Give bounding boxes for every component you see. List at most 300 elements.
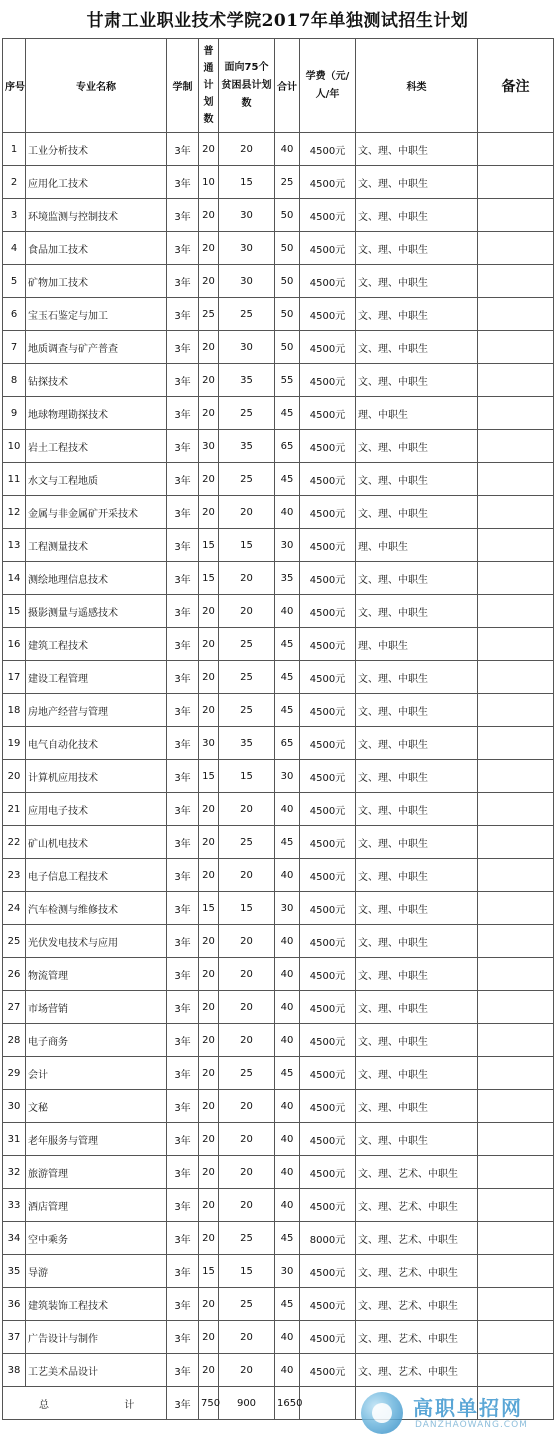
row-remarks bbox=[478, 199, 554, 232]
row-poverty: 20 bbox=[219, 991, 275, 1024]
row-no: 38 bbox=[3, 1354, 26, 1387]
row-no: 15 bbox=[3, 595, 26, 628]
row-no: 27 bbox=[3, 991, 26, 1024]
table-row bbox=[3, 166, 554, 199]
row-tuition: 4500元 bbox=[300, 496, 356, 529]
row-total: 30 bbox=[275, 1255, 300, 1288]
row-no: 19 bbox=[3, 727, 26, 760]
row-no: 14 bbox=[3, 562, 26, 595]
row-general: 20 bbox=[199, 1057, 219, 1090]
row-poverty: 30 bbox=[219, 232, 275, 265]
row-poverty: 20 bbox=[219, 562, 275, 595]
row-subjects: 文、理、中职生 bbox=[356, 331, 478, 364]
header-remarks: 备注 bbox=[478, 39, 554, 133]
table-row bbox=[3, 1090, 554, 1123]
row-subjects: 文、理、中职生 bbox=[356, 694, 478, 727]
row-total: 40 bbox=[275, 1354, 300, 1387]
row-total: 30 bbox=[275, 892, 300, 925]
row-no: 5 bbox=[3, 265, 26, 298]
row-no: 24 bbox=[3, 892, 26, 925]
watermark-logo-icon bbox=[361, 1392, 403, 1434]
row-major: 钻探技术 bbox=[26, 364, 167, 397]
table-row bbox=[3, 760, 554, 793]
row-no: 22 bbox=[3, 826, 26, 859]
row-major: 地球物理勘探技术 bbox=[26, 397, 167, 430]
row-major: 地质调查与矿产普查 bbox=[26, 331, 167, 364]
row-general: 20 bbox=[199, 925, 219, 958]
row-poverty: 20 bbox=[219, 496, 275, 529]
row-no: 2 bbox=[3, 166, 26, 199]
row-tuition: 4500元 bbox=[300, 892, 356, 925]
row-major: 矿物加工技术 bbox=[26, 265, 167, 298]
row-subjects: 文、理、中职生 bbox=[356, 991, 478, 1024]
row-subjects: 文、理、中职生 bbox=[356, 661, 478, 694]
table-row bbox=[3, 199, 554, 232]
row-total: 40 bbox=[275, 133, 300, 166]
row-no: 29 bbox=[3, 1057, 26, 1090]
row-years: 3年 bbox=[167, 331, 199, 364]
row-general: 15 bbox=[199, 892, 219, 925]
row-no: 30 bbox=[3, 1090, 26, 1123]
row-no: 11 bbox=[3, 463, 26, 496]
row-major: 工程测量技术 bbox=[26, 529, 167, 562]
row-subjects: 文、理、中职生 bbox=[356, 463, 478, 496]
row-major: 工艺美术品设计 bbox=[26, 1354, 167, 1387]
row-tuition: 4500元 bbox=[300, 727, 356, 760]
table-row bbox=[3, 1354, 554, 1387]
row-general: 15 bbox=[199, 562, 219, 595]
watermark-subtext: DANZHAOWANG.COM bbox=[415, 1420, 528, 1430]
table-row bbox=[3, 496, 554, 529]
table-row bbox=[3, 595, 554, 628]
row-major: 电子信息工程技术 bbox=[26, 859, 167, 892]
row-no: 23 bbox=[3, 859, 26, 892]
row-total: 40 bbox=[275, 1321, 300, 1354]
row-major: 导游 bbox=[26, 1255, 167, 1288]
table-row bbox=[3, 133, 554, 166]
row-total: 40 bbox=[275, 958, 300, 991]
table-row bbox=[3, 892, 554, 925]
row-subjects: 文、理、中职生 bbox=[356, 1090, 478, 1123]
row-poverty: 25 bbox=[219, 1222, 275, 1255]
row-remarks bbox=[478, 694, 554, 727]
row-years: 3年 bbox=[167, 892, 199, 925]
row-general: 20 bbox=[199, 331, 219, 364]
row-major: 计算机应用技术 bbox=[26, 760, 167, 793]
row-general: 30 bbox=[199, 430, 219, 463]
row-no: 7 bbox=[3, 331, 26, 364]
table-row bbox=[3, 1222, 554, 1255]
row-remarks bbox=[478, 1156, 554, 1189]
row-remarks bbox=[478, 265, 554, 298]
header-total: 合计 bbox=[275, 39, 300, 133]
row-years: 3年 bbox=[167, 1321, 199, 1354]
row-general: 20 bbox=[199, 1288, 219, 1321]
row-tuition: 4500元 bbox=[300, 397, 356, 430]
row-years: 3年 bbox=[167, 1156, 199, 1189]
row-no: 37 bbox=[3, 1321, 26, 1354]
row-remarks bbox=[478, 859, 554, 892]
row-total: 40 bbox=[275, 1090, 300, 1123]
row-total: 45 bbox=[275, 1288, 300, 1321]
table-row bbox=[3, 1288, 554, 1321]
row-major: 金属与非金属矿开采技术 bbox=[26, 496, 167, 529]
row-years: 3年 bbox=[167, 199, 199, 232]
row-remarks bbox=[478, 1255, 554, 1288]
row-remarks bbox=[478, 496, 554, 529]
row-no: 1 bbox=[3, 133, 26, 166]
row-major: 广告设计与制作 bbox=[26, 1321, 167, 1354]
row-tuition: 4500元 bbox=[300, 1123, 356, 1156]
row-subjects: 文、理、中职生 bbox=[356, 298, 478, 331]
row-poverty: 25 bbox=[219, 463, 275, 496]
row-total: 50 bbox=[275, 232, 300, 265]
row-poverty: 20 bbox=[219, 1090, 275, 1123]
row-years: 3年 bbox=[167, 1123, 199, 1156]
row-remarks bbox=[478, 991, 554, 1024]
row-poverty: 25 bbox=[219, 694, 275, 727]
row-general: 20 bbox=[199, 1123, 219, 1156]
watermark bbox=[355, 1390, 555, 1440]
row-remarks bbox=[478, 925, 554, 958]
row-poverty: 25 bbox=[219, 397, 275, 430]
row-general: 20 bbox=[199, 958, 219, 991]
row-tuition: 4500元 bbox=[300, 925, 356, 958]
row-major: 老年服务与管理 bbox=[26, 1123, 167, 1156]
table-row bbox=[3, 529, 554, 562]
row-years: 3年 bbox=[167, 694, 199, 727]
row-major: 宝玉石鉴定与加工 bbox=[26, 298, 167, 331]
row-remarks bbox=[478, 1288, 554, 1321]
row-tuition: 4500元 bbox=[300, 694, 356, 727]
table-row bbox=[3, 1156, 554, 1189]
total-general: 750 bbox=[199, 1387, 219, 1420]
row-tuition: 4500元 bbox=[300, 661, 356, 694]
row-total: 40 bbox=[275, 1156, 300, 1189]
row-subjects: 文、理、艺术、中职生 bbox=[356, 1354, 478, 1387]
row-major: 建设工程管理 bbox=[26, 661, 167, 694]
row-tuition: 4500元 bbox=[300, 1321, 356, 1354]
row-major: 应用电子技术 bbox=[26, 793, 167, 826]
row-poverty: 15 bbox=[219, 529, 275, 562]
row-general: 20 bbox=[199, 463, 219, 496]
row-total: 25 bbox=[275, 166, 300, 199]
row-total: 45 bbox=[275, 397, 300, 430]
row-major: 岩土工程技术 bbox=[26, 430, 167, 463]
total-label-right: 计 bbox=[124, 1399, 135, 1411]
row-years: 3年 bbox=[167, 298, 199, 331]
row-total: 50 bbox=[275, 265, 300, 298]
row-tuition: 8000元 bbox=[300, 1222, 356, 1255]
row-poverty: 20 bbox=[219, 1321, 275, 1354]
row-poverty: 20 bbox=[219, 859, 275, 892]
table-row bbox=[3, 463, 554, 496]
row-tuition: 4500元 bbox=[300, 463, 356, 496]
row-no: 28 bbox=[3, 1024, 26, 1057]
row-years: 3年 bbox=[167, 727, 199, 760]
row-tuition: 4500元 bbox=[300, 199, 356, 232]
row-general: 20 bbox=[199, 1090, 219, 1123]
row-tuition: 4500元 bbox=[300, 1354, 356, 1387]
row-total: 35 bbox=[275, 562, 300, 595]
row-poverty: 20 bbox=[219, 1354, 275, 1387]
row-subjects: 文、理、中职生 bbox=[356, 727, 478, 760]
row-no: 9 bbox=[3, 397, 26, 430]
row-no: 26 bbox=[3, 958, 26, 991]
row-general: 20 bbox=[199, 1354, 219, 1387]
row-subjects: 文、理、中职生 bbox=[356, 859, 478, 892]
row-no: 10 bbox=[3, 430, 26, 463]
row-general: 15 bbox=[199, 760, 219, 793]
row-major: 光伏发电技术与应用 bbox=[26, 925, 167, 958]
row-major: 市场营销 bbox=[26, 991, 167, 1024]
header-poverty-plan: 面向75个贫困县计划数 bbox=[219, 39, 275, 133]
row-poverty: 20 bbox=[219, 1156, 275, 1189]
row-remarks bbox=[478, 595, 554, 628]
row-subjects: 文、理、中职生 bbox=[356, 1057, 478, 1090]
row-years: 3年 bbox=[167, 1288, 199, 1321]
row-subjects: 文、理、中职生 bbox=[356, 1123, 478, 1156]
row-subjects: 文、理、中职生 bbox=[356, 133, 478, 166]
row-no: 35 bbox=[3, 1255, 26, 1288]
row-tuition: 4500元 bbox=[300, 166, 356, 199]
row-years: 3年 bbox=[167, 1255, 199, 1288]
row-poverty: 30 bbox=[219, 199, 275, 232]
row-years: 3年 bbox=[167, 265, 199, 298]
row-tuition: 4500元 bbox=[300, 1156, 356, 1189]
row-years: 3年 bbox=[167, 958, 199, 991]
row-general: 15 bbox=[199, 1255, 219, 1288]
row-tuition: 4500元 bbox=[300, 595, 356, 628]
row-total: 50 bbox=[275, 199, 300, 232]
table-row bbox=[3, 1057, 554, 1090]
row-general: 20 bbox=[199, 364, 219, 397]
row-tuition: 4500元 bbox=[300, 1024, 356, 1057]
row-no: 3 bbox=[3, 199, 26, 232]
row-remarks bbox=[478, 430, 554, 463]
row-poverty: 20 bbox=[219, 958, 275, 991]
row-remarks bbox=[478, 892, 554, 925]
header-tuition: 学费（元/人/年 bbox=[300, 39, 356, 133]
row-poverty: 25 bbox=[219, 628, 275, 661]
header-major: 专业名称 bbox=[26, 39, 167, 133]
row-poverty: 20 bbox=[219, 1024, 275, 1057]
row-tuition: 4500元 bbox=[300, 133, 356, 166]
row-tuition: 4500元 bbox=[300, 265, 356, 298]
row-tuition: 4500元 bbox=[300, 991, 356, 1024]
row-tuition: 4500元 bbox=[300, 232, 356, 265]
row-remarks bbox=[478, 1123, 554, 1156]
table-row bbox=[3, 925, 554, 958]
row-subjects: 文、理、中职生 bbox=[356, 199, 478, 232]
row-remarks bbox=[478, 1189, 554, 1222]
row-poverty: 25 bbox=[219, 826, 275, 859]
row-no: 8 bbox=[3, 364, 26, 397]
enrollment-plan-table bbox=[2, 38, 554, 1420]
row-tuition: 4500元 bbox=[300, 430, 356, 463]
row-general: 20 bbox=[199, 496, 219, 529]
row-remarks bbox=[478, 727, 554, 760]
row-years: 3年 bbox=[167, 595, 199, 628]
row-major: 电子商务 bbox=[26, 1024, 167, 1057]
row-years: 3年 bbox=[167, 397, 199, 430]
row-total: 40 bbox=[275, 859, 300, 892]
row-years: 3年 bbox=[167, 1024, 199, 1057]
row-no: 31 bbox=[3, 1123, 26, 1156]
row-no: 4 bbox=[3, 232, 26, 265]
row-years: 3年 bbox=[167, 760, 199, 793]
row-total: 40 bbox=[275, 925, 300, 958]
row-remarks bbox=[478, 628, 554, 661]
table-row bbox=[3, 1255, 554, 1288]
row-tuition: 4500元 bbox=[300, 628, 356, 661]
row-years: 3年 bbox=[167, 562, 199, 595]
row-general: 30 bbox=[199, 727, 219, 760]
row-years: 3年 bbox=[167, 133, 199, 166]
table-row bbox=[3, 562, 554, 595]
row-years: 3年 bbox=[167, 1189, 199, 1222]
table-row bbox=[3, 1123, 554, 1156]
row-total: 50 bbox=[275, 331, 300, 364]
row-tuition: 4500元 bbox=[300, 364, 356, 397]
table-row bbox=[3, 826, 554, 859]
row-subjects: 文、理、艺术、中职生 bbox=[356, 1189, 478, 1222]
row-tuition: 4500元 bbox=[300, 1255, 356, 1288]
row-years: 3年 bbox=[167, 1057, 199, 1090]
row-remarks bbox=[478, 166, 554, 199]
row-years: 3年 bbox=[167, 793, 199, 826]
row-total: 45 bbox=[275, 826, 300, 859]
table-row bbox=[3, 364, 554, 397]
row-poverty: 20 bbox=[219, 595, 275, 628]
row-poverty: 15 bbox=[219, 892, 275, 925]
row-major: 空中乘务 bbox=[26, 1222, 167, 1255]
row-subjects: 理、中职生 bbox=[356, 529, 478, 562]
row-poverty: 20 bbox=[219, 793, 275, 826]
row-subjects: 文、理、艺术、中职生 bbox=[356, 1321, 478, 1354]
row-general: 20 bbox=[199, 1156, 219, 1189]
row-no: 36 bbox=[3, 1288, 26, 1321]
row-remarks bbox=[478, 133, 554, 166]
row-total: 30 bbox=[275, 529, 300, 562]
row-poverty: 20 bbox=[219, 925, 275, 958]
row-total: 45 bbox=[275, 628, 300, 661]
row-remarks bbox=[478, 1354, 554, 1387]
row-general: 10 bbox=[199, 166, 219, 199]
row-remarks bbox=[478, 1057, 554, 1090]
row-general: 20 bbox=[199, 694, 219, 727]
row-major: 矿山机电技术 bbox=[26, 826, 167, 859]
row-years: 3年 bbox=[167, 529, 199, 562]
row-major: 环境监测与控制技术 bbox=[26, 199, 167, 232]
header-subjects: 科类 bbox=[356, 39, 478, 133]
row-years: 3年 bbox=[167, 859, 199, 892]
row-general: 20 bbox=[199, 232, 219, 265]
row-remarks bbox=[478, 958, 554, 991]
row-subjects: 文、理、中职生 bbox=[356, 793, 478, 826]
row-major: 应用化工技术 bbox=[26, 166, 167, 199]
row-general: 20 bbox=[199, 595, 219, 628]
row-remarks bbox=[478, 1321, 554, 1354]
row-remarks bbox=[478, 364, 554, 397]
row-subjects: 文、理、中职生 bbox=[356, 232, 478, 265]
row-remarks bbox=[478, 760, 554, 793]
row-major: 汽车检测与维修技术 bbox=[26, 892, 167, 925]
row-major: 建筑工程技术 bbox=[26, 628, 167, 661]
total-tuition bbox=[300, 1387, 356, 1420]
table-row bbox=[3, 727, 554, 760]
row-tuition: 4500元 bbox=[300, 826, 356, 859]
row-poverty: 35 bbox=[219, 364, 275, 397]
row-poverty: 25 bbox=[219, 1288, 275, 1321]
row-general: 25 bbox=[199, 298, 219, 331]
row-no: 20 bbox=[3, 760, 26, 793]
row-tuition: 4500元 bbox=[300, 331, 356, 364]
row-general: 20 bbox=[199, 1024, 219, 1057]
row-total: 55 bbox=[275, 364, 300, 397]
table-row bbox=[3, 1024, 554, 1057]
header-no: 序号 bbox=[3, 39, 26, 133]
row-major: 电气自动化技术 bbox=[26, 727, 167, 760]
row-years: 3年 bbox=[167, 232, 199, 265]
row-poverty: 35 bbox=[219, 727, 275, 760]
table-row bbox=[3, 793, 554, 826]
row-tuition: 4500元 bbox=[300, 1189, 356, 1222]
table-row bbox=[3, 958, 554, 991]
row-total: 65 bbox=[275, 430, 300, 463]
table-row bbox=[3, 397, 554, 430]
header-general-plan: 普通计划数 bbox=[199, 39, 219, 133]
row-poverty: 15 bbox=[219, 760, 275, 793]
row-major: 物流管理 bbox=[26, 958, 167, 991]
table-row bbox=[3, 331, 554, 364]
row-tuition: 4500元 bbox=[300, 1090, 356, 1123]
table-row bbox=[3, 628, 554, 661]
row-general: 15 bbox=[199, 529, 219, 562]
row-remarks bbox=[478, 562, 554, 595]
table-row bbox=[3, 1321, 554, 1354]
row-remarks bbox=[478, 661, 554, 694]
row-subjects: 理、中职生 bbox=[356, 628, 478, 661]
row-subjects: 文、理、中职生 bbox=[356, 364, 478, 397]
table-row bbox=[3, 661, 554, 694]
row-tuition: 4500元 bbox=[300, 1288, 356, 1321]
row-total: 45 bbox=[275, 661, 300, 694]
row-subjects: 文、理、中职生 bbox=[356, 1024, 478, 1057]
row-poverty: 20 bbox=[219, 1189, 275, 1222]
row-tuition: 4500元 bbox=[300, 859, 356, 892]
row-no: 32 bbox=[3, 1156, 26, 1189]
table-row bbox=[3, 859, 554, 892]
table-row bbox=[3, 991, 554, 1024]
row-no: 25 bbox=[3, 925, 26, 958]
total-label-left: 总 bbox=[39, 1399, 49, 1411]
row-years: 3年 bbox=[167, 661, 199, 694]
row-years: 3年 bbox=[167, 364, 199, 397]
row-remarks bbox=[478, 1222, 554, 1255]
row-years: 3年 bbox=[167, 430, 199, 463]
row-major: 文秘 bbox=[26, 1090, 167, 1123]
row-total: 40 bbox=[275, 793, 300, 826]
row-no: 12 bbox=[3, 496, 26, 529]
page-title: 甘肃工业职业技术学院2017年单独测试招生计划 bbox=[86, 11, 469, 31]
table-row bbox=[3, 232, 554, 265]
row-general: 20 bbox=[199, 859, 219, 892]
table-row bbox=[3, 694, 554, 727]
row-poverty: 35 bbox=[219, 430, 275, 463]
row-major: 建筑装饰工程技术 bbox=[26, 1288, 167, 1321]
total-poverty: 900 bbox=[219, 1387, 275, 1420]
